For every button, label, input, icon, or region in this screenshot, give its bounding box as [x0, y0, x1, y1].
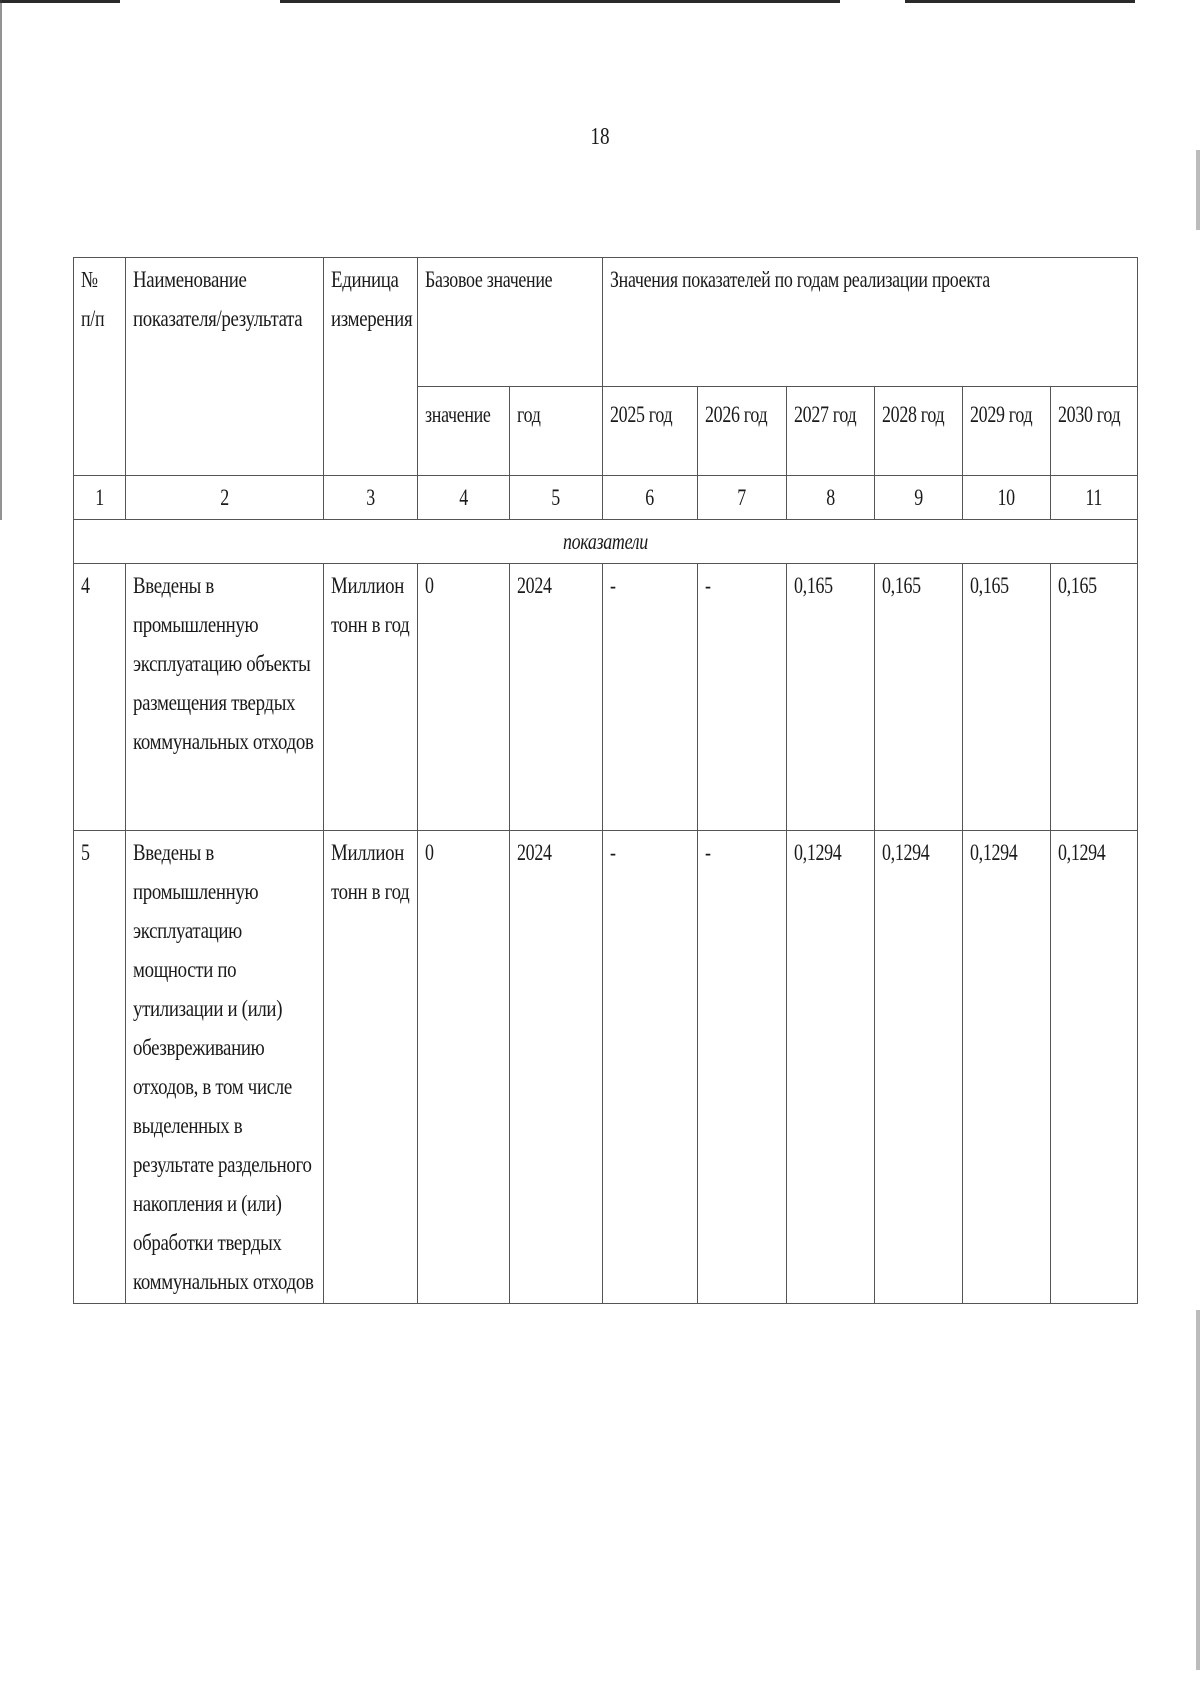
row-unit: Миллион тонн в год: [324, 831, 418, 1304]
header-unit: Единица измерения: [324, 258, 418, 476]
column-number: 6: [603, 476, 698, 520]
column-number: 4: [418, 476, 510, 520]
row-value: 0,165: [875, 564, 963, 831]
header-base: Базовое значение: [418, 258, 603, 387]
column-number-row: [74, 476, 1138, 520]
column-number: 7: [698, 476, 787, 520]
row-value: 0,1294: [787, 831, 875, 1304]
row-base-year: 2024: [510, 831, 603, 1304]
row-base-value: 0: [418, 564, 510, 831]
header-year: 2026 год: [698, 387, 787, 476]
row-base-year: 2024: [510, 564, 603, 831]
scan-edge-right: [1196, 1310, 1200, 1670]
row-value: 0,1294: [1051, 831, 1138, 1304]
column-number: 1: [74, 476, 126, 520]
row-value: -: [698, 831, 787, 1304]
scan-edge-right: [1196, 150, 1200, 230]
row-num: 4: [74, 564, 126, 831]
row-value: -: [603, 564, 698, 831]
row-unit: Миллион тонн в год: [324, 564, 418, 831]
header-year: 2029 год: [963, 387, 1051, 476]
table-row: [74, 564, 1138, 831]
row-value: 0,1294: [963, 831, 1051, 1304]
header-base-value: значение: [418, 387, 510, 476]
page-number: 18: [590, 124, 610, 150]
row-num: 5: [74, 831, 126, 1304]
row-value: -: [698, 564, 787, 831]
header-num: № п/п: [74, 258, 126, 476]
column-number: 2: [126, 476, 324, 520]
row-name: Введены в промышленную эксплуатацию объекты размещения твердых коммунальных отходов: [126, 564, 324, 831]
row-value: 0,165: [787, 564, 875, 831]
header-years: Значения показателей по годам реализации проекта: [603, 258, 1138, 387]
row-value: 0,165: [1051, 564, 1138, 831]
table-row: [74, 831, 1138, 1304]
row-base-value: 0: [418, 831, 510, 1304]
column-number: 5: [510, 476, 603, 520]
header-base-year: год: [510, 387, 603, 476]
indicators-table: [73, 257, 1138, 1304]
section-row: [74, 520, 1138, 564]
row-value: 0,1294: [875, 831, 963, 1304]
section-title: показатели: [74, 520, 1138, 564]
header-year: 2030 год: [1051, 387, 1138, 476]
column-number: 9: [875, 476, 963, 520]
scan-edge-top: [280, 0, 840, 3]
column-number: 11: [1051, 476, 1138, 520]
header-year: 2027 год: [787, 387, 875, 476]
row-value: -: [603, 831, 698, 1304]
row-name: Введены в промышленную эксплуатацию мощности по утилизации и (или) обезвреживанию отходов, в том числе выделенных в результате раздельного накопления и (или) обработки твердых коммунальных отходов: [126, 831, 324, 1304]
header-year: 2025 год: [603, 387, 698, 476]
column-number: 8: [787, 476, 875, 520]
scan-edge-left: [0, 0, 2, 520]
column-number: 3: [324, 476, 418, 520]
header-year: 2028 год: [875, 387, 963, 476]
scan-edge-top: [905, 0, 1135, 3]
scan-edge-top: [0, 0, 120, 3]
column-number: 10: [963, 476, 1051, 520]
row-value: 0,165: [963, 564, 1051, 831]
table-header-row: [74, 258, 1138, 387]
header-name: Наименование показателя/результата: [126, 258, 324, 476]
